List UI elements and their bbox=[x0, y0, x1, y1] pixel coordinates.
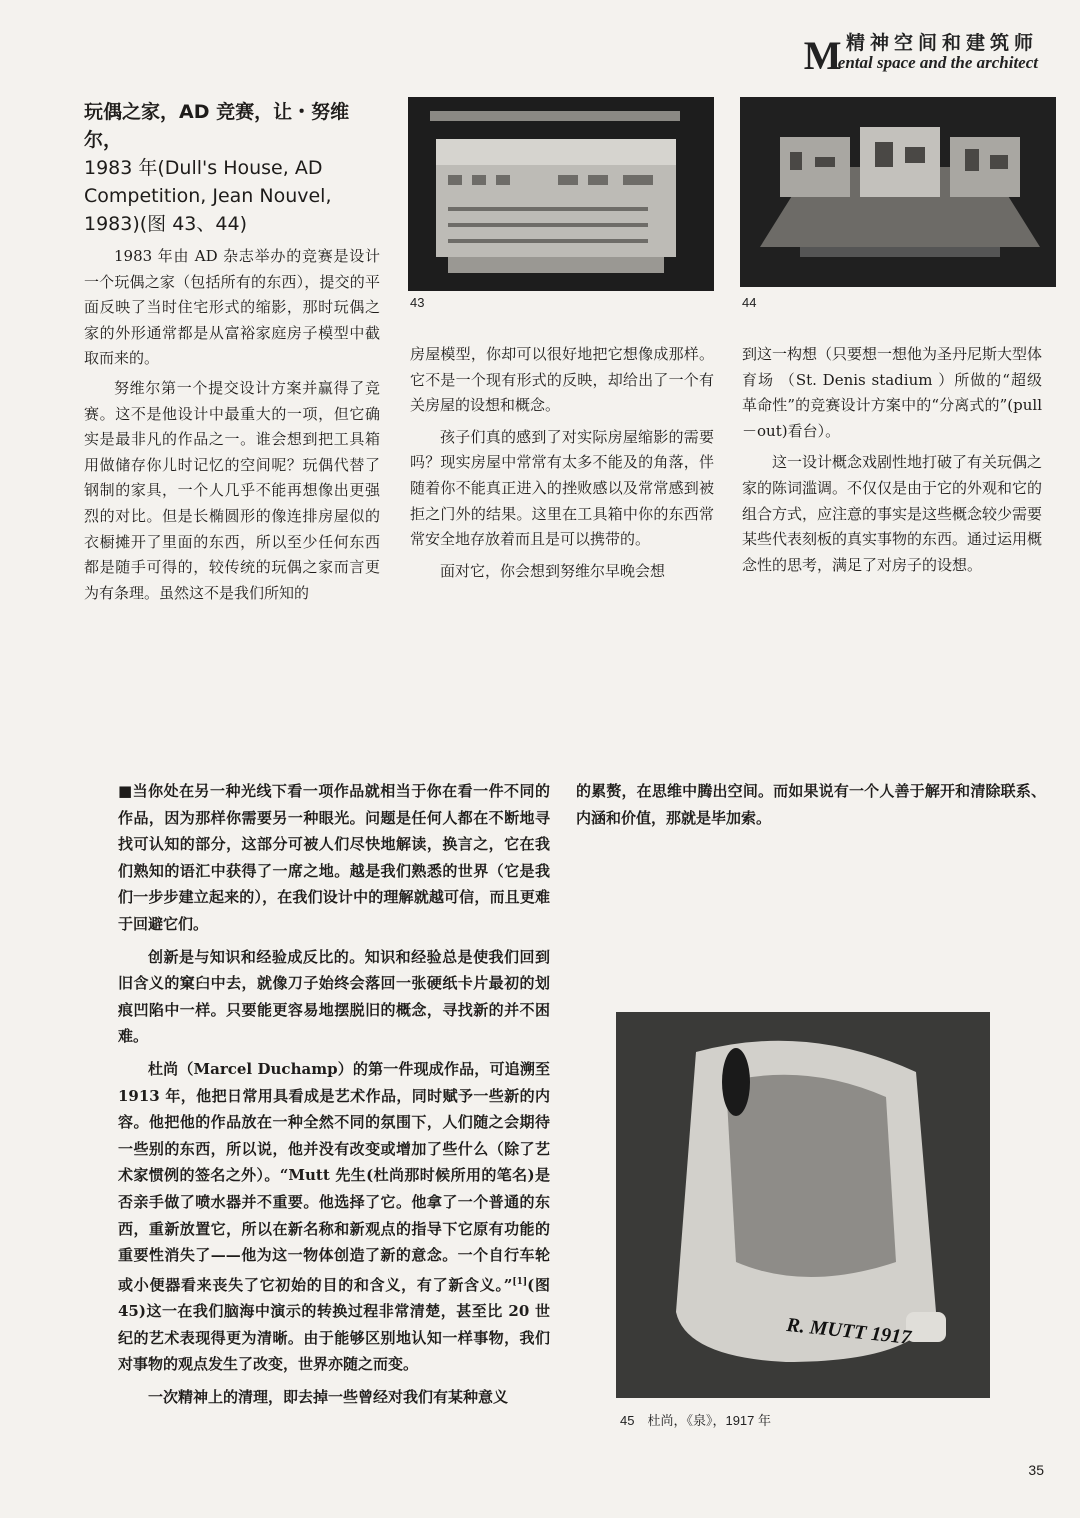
open-toolbox-image bbox=[740, 97, 1056, 287]
header-initial: M bbox=[803, 33, 842, 78]
header-title-cn: 精神空间和建筑师 bbox=[845, 32, 1038, 54]
paragraph: ■当你处在另一种光线下看一项作品就相当于你在看一件不同的作品，因为那样你需要另一种眼光。问题是任何人都在不断地寻找可认知的部分，这部分可被人们尽快地解读，换言之，它在我们熟知的语汇中获得了一席之地。越是我们熟悉的世界（它是我们一步步建立起来的），在我们设计中的理解就越可信，而且更难于回避它们。 bbox=[118, 782, 550, 933]
paragraph: 面对它，你会想到努维尔早晚会想 bbox=[440, 561, 666, 580]
column-2 bbox=[410, 342, 714, 584]
paragraph: 1983 年由 AD 杂志举办的竞赛是设计一个玩偶之家（包括所有的东西），提交的平面反映了当时住宅形式的缩影，那时玩偶之家的外形通常都是从富裕家庭房子模型中截取而来的。 bbox=[84, 247, 380, 368]
paragraph: 的累赘，在思维中腾出空间。而如果说有一个人善于解开和清除联系、内涵和价值，那就是毕加索。 bbox=[576, 782, 1046, 827]
figure-43-photo bbox=[408, 97, 714, 291]
section-title bbox=[84, 98, 380, 238]
figure-43-label: 43 bbox=[410, 295, 425, 310]
paragraph-text: 杜尚（Marcel Duchamp）的第一件现成作品，可追溯至 1913 年，他把日常用具看成是艺术作品，同时赋予一些新的内容。他把他的作品放在一种全然不同的氛围下，人们随之会期待一些别的东西，所以说，他并没有改变或增加了些什么（除了艺术家惯例的签名之外）。“Mutt 先生(杜尚那时候所用的笔名)是否亲手做了喷水器并不重要。他选择了它。他拿了一个普通的东西，重新放置它，所以在新名称和新观点的指导下它原有功能的重要性消失了——他为这一物体创造了新的意念。一个自行车轮或小便器看来丧失了它初始的目的和含义，有了新含义。” bbox=[118, 1059, 550, 1294]
paragraph: 孩子们真的感到了对实际房屋缩影的需要吗？现实房屋中常常有太多不能及的角落，伴随着你不能真正进入的挫败感以及常常感到被拒之门外的结果。这里在工具箱中你的东西常常安全地存放着而且是可以携带的。 bbox=[410, 427, 714, 549]
figure-44-photo bbox=[740, 97, 1056, 287]
figure-45-caption: 45 杜尚，《泉》，1917 年 bbox=[620, 1413, 771, 1428]
figure-44-label: 44 bbox=[742, 295, 757, 310]
mutt-signature: R. MUTT 1917 bbox=[785, 1313, 913, 1349]
fountain-urinal-image bbox=[616, 1012, 990, 1398]
page-number: 35 bbox=[1028, 1462, 1044, 1478]
section-title-rest: 1983 年(Dull's House, AD Competition, Jean Nouvel, 1983)(图 43、44) bbox=[84, 157, 332, 235]
paragraph: 到这一构想（只要想一想他为圣丹尼斯大型体育场 （St. Denis stadium ）所做的“超级革命性”的竞赛设计方案中的“分离式的”(pull－out)看台）。 bbox=[742, 345, 1043, 440]
figure-45-photo bbox=[616, 1012, 990, 1398]
section-title-cn: 玩偶之家，AD 竞赛，让・努维尔， bbox=[84, 101, 350, 151]
running-header bbox=[803, 28, 1038, 78]
doll-house-model-image bbox=[408, 97, 714, 291]
paragraph: 房屋模型，你却可以很好地把它想像成那样。它不是一个现有形式的反映，却给出了一个有关房屋的设想和概念。 bbox=[410, 345, 714, 415]
lower-left-column bbox=[118, 778, 550, 1417]
paragraph-text: (图 45)这一在我们脑海中演示的转换过程非常清楚，甚至比 20 世纪的艺术表现得更为清晰。由于能够区别地认知一样事物，我们对事物的观点发生了改变，世界亦随之而变。 bbox=[118, 1275, 550, 1374]
paragraph bbox=[118, 1056, 550, 1378]
footnote-marker: [1] bbox=[512, 1276, 528, 1287]
paragraph: 努维尔第一个提交设计方案并赢得了竞赛。这不是他设计中最重大的一项，但它确实是最非凡的作品之一。谁会想到把工具箱用做储存你儿时记忆的空间呢？玩偶代替了钢制的家具，一个人几乎不能再想像出更强烈的对比。但是长椭圆形的像连排房屋似的衣橱摊开了里面的东西，所以至少任何东西都是随手可得的，较传统的玩偶之家而言更为有条理。虽然这不是我们所知的 bbox=[84, 378, 380, 602]
paragraph: 创新是与知识和经验成反比的。知识和经验总是使我们回到旧含义的窠臼中去，就像刀子始终会落回一张硬纸卡片最初的划痕凹陷中一样。只要能更容易地摆脱旧的概念，寻找新的并不困难。 bbox=[118, 947, 550, 1046]
lower-right-column bbox=[576, 778, 1046, 837]
paragraph: 这一设计概念戏剧性地打破了有关玩偶之家的陈词滥调。不仅仅是由于它的外观和它的组合方式，应注意的事实是这些概念较少需要某些代表刻板的真实事物的东西。通过运用概念性的思考，满足了对房子的设想。 bbox=[742, 453, 1043, 574]
column-1 bbox=[84, 98, 380, 606]
paragraph: 一次精神上的清理，即去掉一些曾经对我们有某种意义 bbox=[148, 1388, 509, 1407]
header-title-en: ental space and the architect bbox=[837, 53, 1038, 72]
column-3 bbox=[742, 342, 1042, 578]
